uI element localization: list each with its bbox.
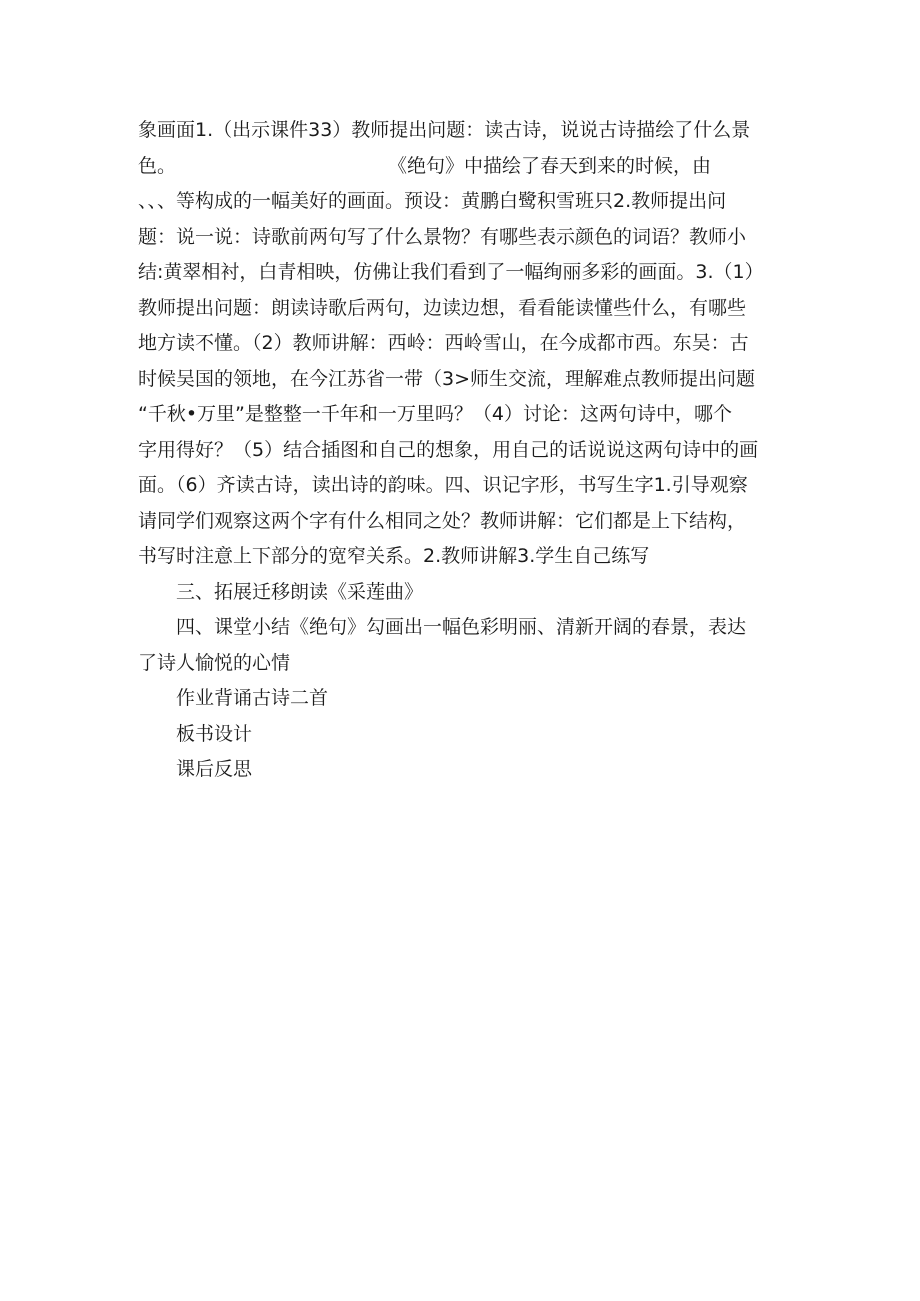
homework-line: 作业背诵古诗二首 bbox=[176, 687, 329, 709]
section-summary-continued: 了诗人愉悦的心情 bbox=[138, 651, 291, 674]
text-line: 时候吴国的领地，在今江苏省一带（3>师生交流，理解难点教师提出问题 bbox=[138, 367, 756, 390]
text-line: 请同学们观察这两个字有什么相同之处？教师讲解：它们都是上下结构， bbox=[138, 509, 747, 532]
section-summary: 四、课堂小结《绝句》勾画出一幅色彩明丽、清新开阔的春景，表达 bbox=[176, 616, 747, 638]
text-line: 教师提出问题：朗读诗歌后两句，边读边想，看看能读懂些什么，有哪些 bbox=[138, 296, 747, 319]
text-line: 结:黄翠相衬，白青相映，仿佛让我们看到了一幅绚丽多彩的画面。3.（1） bbox=[138, 261, 764, 283]
text-line: “千秋•万里”是整整一千年和一万里吗？（4）讨论：这两句诗中，哪个 bbox=[138, 403, 732, 425]
text-line: 、、、等构成的一幅美好的画面。预设：黄鹏白鹭积雪班只2.教师提出问 bbox=[138, 190, 727, 212]
document-page bbox=[138, 113, 788, 788]
text-line bbox=[138, 149, 788, 185]
text-line: 字用得好？（5）结合插图和自己的想象，用自己的话说说这两句诗中的画 bbox=[138, 438, 759, 461]
text-line: 象画面1.（出示课件33）教师提出问题：读古诗，说说古诗描绘了什么景 bbox=[138, 119, 751, 141]
text-line: 题：说一说：诗歌前两句写了什么景物？有哪些表示颜色的词语？教师小 bbox=[138, 225, 747, 248]
text-line: 面。（6）齐读古诗，读出诗的韵味。四、识记字形，书写生字1.引导观察 bbox=[138, 474, 748, 496]
text-line: 书写时注意上下部分的宽窄关系。2.教师讲解3.学生自己练写 bbox=[138, 545, 650, 567]
reflection-line: 课后反思 bbox=[176, 758, 253, 780]
text-segment: 色。 bbox=[138, 154, 177, 177]
board-design-line: 板书设计 bbox=[176, 722, 253, 745]
section-extension: 三、拓展迁移朗读《采莲曲》 bbox=[176, 580, 424, 603]
text-segment: 《绝句》中描绘了春天到来的时候，由 bbox=[388, 154, 712, 177]
text-line: 地方读不懂。（2）教师讲解：西岭：西岭雪山，在今成都市西。东吴：古 bbox=[138, 332, 749, 354]
